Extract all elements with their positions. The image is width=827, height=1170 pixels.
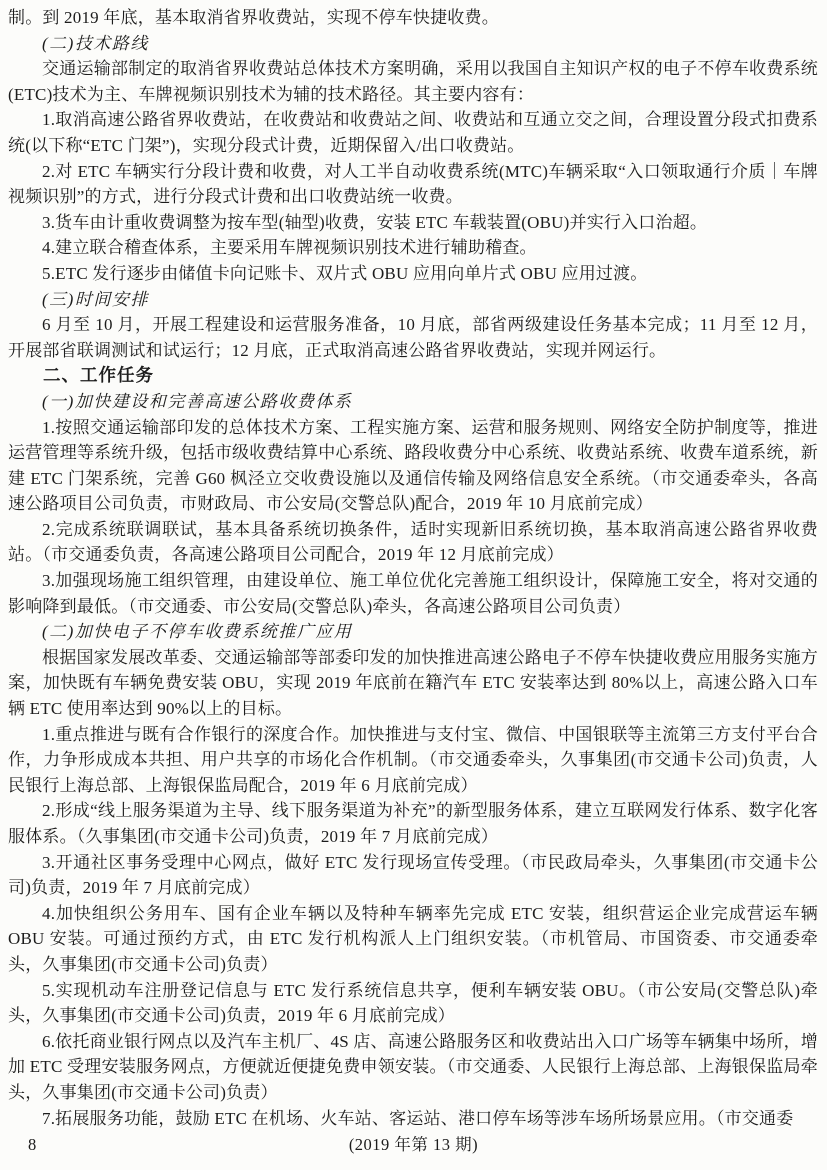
task-item-4-official-vehicles: 4.加快组织公务用车、国有企业车辆以及特种车辆率先完成 ETC 安装，组织营运企业完成营运车辆 OBU 安装。可通过预约方式，由 ETC 发行机构派人上门组织安装。（市机管局、市国资委、市交通委牵头，久事集团(市交通卡公司)负责） <box>8 903 818 974</box>
section-heading-schedule: (三)时间安排 <box>42 289 149 309</box>
document-body <box>8 5 818 1131</box>
list-item-4-joint-inspection: 4.建立联合稽查体系，主要采用车牌视频识别技术进行辅助稽查。 <box>42 238 537 258</box>
task-item-5-registration-sharing: 5.实现机动车注册登记信息与 ETC 发行系统信息共享，便利车辆安装 OBU。（市公安局(交警总队)牵头，久事集团(市交通卡公司)负责，2019 年 6 月底前完成） <box>8 980 818 1026</box>
issue-label: (2019 年第 13 期) <box>348 1135 479 1154</box>
page-footer <box>0 1132 827 1158</box>
task-item-1-bank-cooperation: 1.重点推进与既有合作银行的深度合作。加快推进与支付宝、微信、中国银联等主流第三方支付平台合作，力争形成成本共担、用户共享的市场化合作机制。（市交通委牵头，久事集团(市交通卡公司)负责，人民银行上海总部、上海银保监局配合，2019 年 6 月底前完成） <box>8 724 818 795</box>
section-heading-etc-promotion: (二)加快电子不停车收费系统推广应用 <box>42 622 353 642</box>
paragraph-etc-goals: 根据国家发展改革委、交通运输部等部委印发的加快推进高速公路电子不停车快捷收费应用服务实施方案，加快既有车辆免费安装 OBU，实现 2019 年底前在籍汽车 ETC 安装率达到 80%以上，高速公路入口车辆 ETC 使用率达到 90%以上的目标。 <box>8 647 818 719</box>
list-item-2-mtc-handling: 2.对 ETC 车辆实行分段计费和收费，对人工半自动收费系统(MTC)车辆采取“入口领取通行介质｜车牌视频识别”的方式，进行分段式计费和出口收费站统一收费。 <box>8 161 818 207</box>
section-heading-toll-system: (一)加快建设和完善高速公路收费体系 <box>42 391 353 411</box>
task-item-3-construction-mgmt: 3.加强现场施工组织管理，由建设单位、施工单位优化完善施工组织设计，保障施工安全，将对交通的影响降到最低。（市交通委、市公安局(交警总队)牵头，各高速公路项目公司负责） <box>8 571 818 616</box>
chapter-heading-work-tasks: 二、工作任务 <box>43 365 154 386</box>
page-number: 8 <box>28 1135 37 1154</box>
list-item-3-truck-tolling: 3.货车由计重收费调整为按车型(轴型)收费，安装 ETC 车载装置(OBU)并实行入口治超。 <box>42 212 708 232</box>
task-item-3-community-centers: 3.开通社区事务受理中心网点，做好 ETC 发行现场宣传受理。（市民政局牵头，久事集团(市交通卡公司)负责，2019 年 7 月底前完成） <box>8 852 818 898</box>
task-item-2-service-channels: 2.形成“线上服务渠道为主导、线下服务渠道为补充”的新型服务体系，建立互联网发行体系、数字化客服体系。（久事集团(市交通卡公司)负责，2019 年 7 月底前完成） <box>8 801 818 846</box>
paragraph-schedule: 6 月至 10 月，开展工程建设和运营服务准备，10 月底，部省两级建设任务基本完成；11 月至 12 月，开展部省联调测试和试运行；12 月底，正式取消高速公路省界收费站，实现并网运行。 <box>8 315 818 360</box>
task-item-1-system-upgrade: 1.按照交通运输部印发的总体技术方案、工程实施方案、运营和服务规则、网络安全防护制度等，推进运营管理等系统升级，包括市级收费结算中心系统、路段收费分中心系统、收费站系统、收费车道系统，新建 ETC 门架系统，完善 G60 枫泾立交收费设施以及通信传输及网络信息安全系统。（市交通委牵头，各高速公路项目公司负责，市财政局、市公安局(交警总队)配合，2019 年 10 月底前完成） <box>8 417 818 514</box>
task-item-6-service-outlets: 6.依托商业银行网点以及汽车主机厂、4S 店、高速公路服务区和收费站出入口广场等车辆集中场所，增加 ETC 受理安装服务网点，方便就近便捷免费申领安装。（市交通委、人民银行上海总部、上海银保监局牵头，久事集团(市交通卡公司)负责） <box>8 1031 818 1102</box>
task-item-7-expanded-services: 7.拓展服务功能，鼓励 ETC 在机场、火车站、客运站、港口停车场等涉车场所场景应用。（市交通委 <box>42 1108 794 1128</box>
task-item-2-system-switch: 2.完成系统联调联试，基本具备系统切换条件，适时实现新旧系统切换，基本取消高速公路省界收费站。（市交通委负责，各高速公路项目公司配合，2019 年 12 月底前完成） <box>8 519 818 565</box>
list-item-1-remove-toll-stations: 1.取消高速公路省界收费站，在收费站和收费站之间、收费站和互通立交之间，合理设置分段式扣费系统(以下称“ETC 门架”)，实现分段式计费，近期保留入/出口收费站。 <box>8 110 818 155</box>
list-item-5-etc-issuance: 5.ETC 发行逐步由储值卡向记账卡、双片式 OBU 应用向单片式 OBU 应用过渡。 <box>42 263 648 283</box>
paragraph-technical-overview: 交通运输部制定的取消省界收费站总体技术方案明确，采用以我国自主知识产权的电子不停车收费系统(ETC)技术为主、车牌视频识别技术为辅的技术路径。其主要内容有： <box>8 59 818 104</box>
section-heading-technical-route: (二)技术路线 <box>42 33 149 53</box>
continuation-paragraph: 制。到 2019 年底，基本取消省界收费站，实现不停车快捷收费。 <box>8 8 499 27</box>
